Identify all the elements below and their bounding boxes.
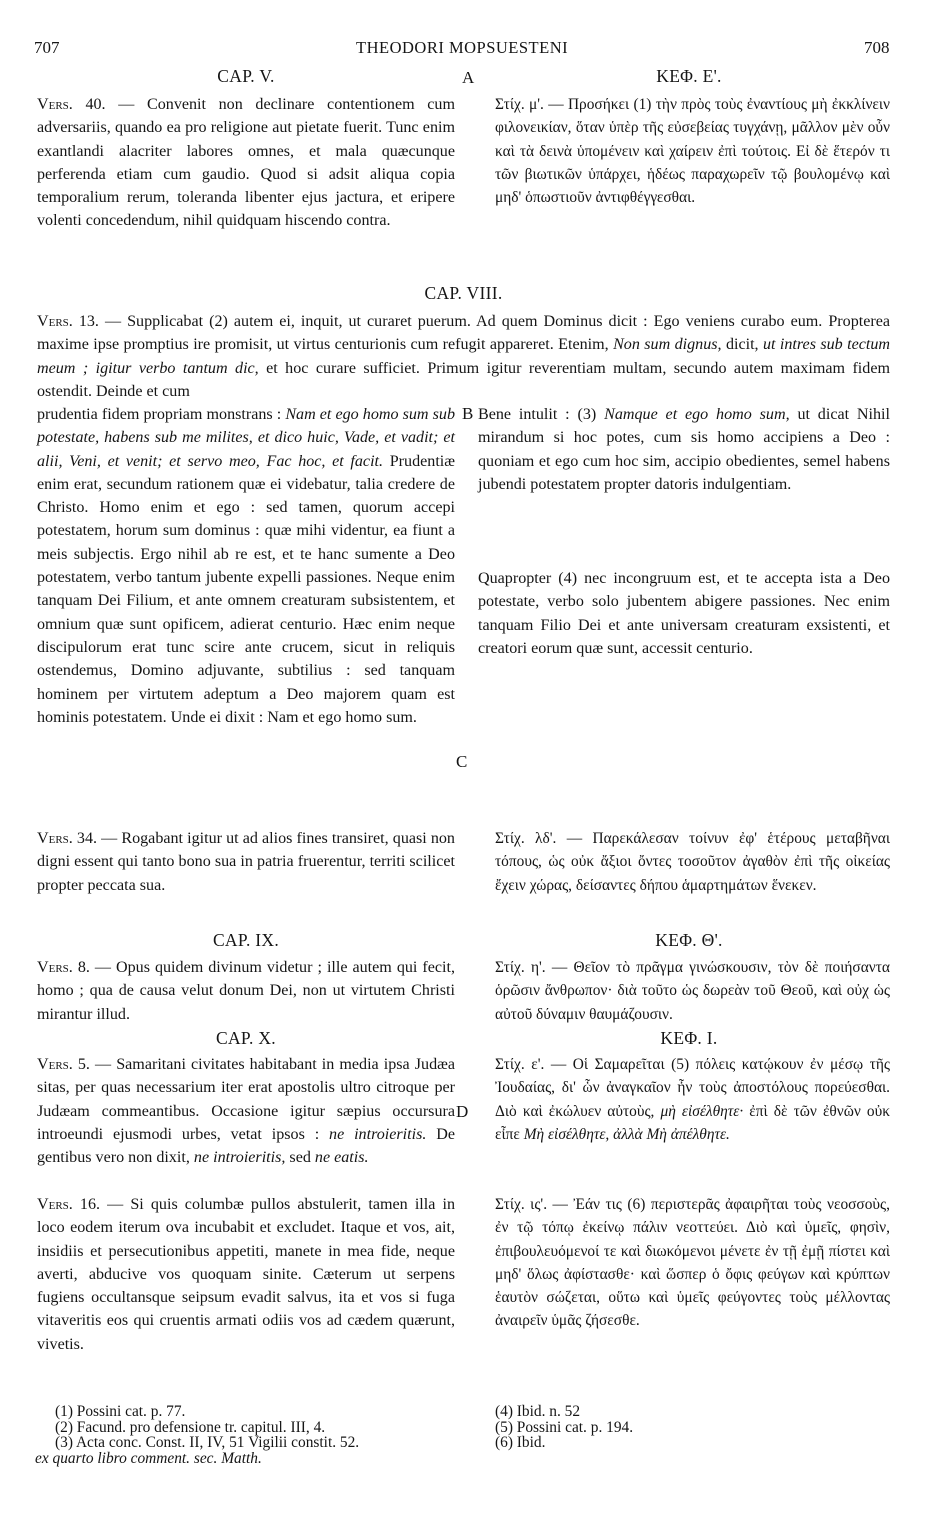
quotation: Nam et ego homo sum sub potestate, habens sub me milites, et dico huic, Vade, et vadit; et alii, Veni, et venit; et servo meo, Fac hoc, et facit. xyxy=(37,406,455,470)
chapter-heading-latin-ix: CAP. IX. xyxy=(212,930,280,950)
footnote: (6) Ibid. xyxy=(495,1434,546,1451)
chapter-heading-greek-x: ΚΕΦ. Ι. xyxy=(660,1028,718,1048)
latin-verse-13-right-para2: Quapropter (4) nec incongruum est, et te accepta ista a Deo potestate, verbo solo jubentem abigere passiones. Nec enim tanquam Filio Dei et ante universam creaturam exsistenti, et creatori eorum quæ sunt, accessit centurio. xyxy=(478,570,890,657)
latin-verse-8 xyxy=(37,956,455,1026)
footnote: ex quarto libro comment. sec. Matth. xyxy=(35,1449,262,1467)
latin-verse-40 xyxy=(37,93,455,233)
quotation: ut intres sub tectum meum ; igitur verbo tantum dic, xyxy=(37,336,890,377)
verse-label: Vers. 40. xyxy=(37,96,106,113)
page-number-left: 707 xyxy=(34,38,60,57)
verse-label: Vers. 16. xyxy=(37,1196,101,1213)
verse-label: Vers. 5. xyxy=(37,1056,90,1073)
margin-mark-b: B xyxy=(462,404,474,423)
running-title: THEODORI MOPSUESTENI xyxy=(356,38,569,57)
chapter-heading-greek-ix: ΚΕΦ. Θ'. xyxy=(655,930,723,950)
latin-verse-5 xyxy=(37,1053,455,1169)
chapter-heading-greek-v: ΚΕΦ. Ε'. xyxy=(656,66,722,86)
verse-text: dicit, xyxy=(721,336,763,354)
footnotes-left xyxy=(35,1403,465,1467)
margin-mark-c: C xyxy=(456,752,468,771)
verse-text: Στίχ. ε'. — Οἱ Σαμαρεῖται (5) πόλεις κατῴκουν ἐν μέσῳ τῆς Ἰουδαίας, δι' ὧν ἀναγκαῖον ἦν τοὺς ἀποστόλους πορεύεσθαι. Διὸ καὶ ἐκώλυεν αὐτοὺς, xyxy=(495,1056,890,1120)
quotation: Μὴ εἰσέλθητε, ἀλλὰ Μὴ ἀπέλθητε. xyxy=(523,1125,730,1143)
verse-text: — Samaritani civitates habitabant in media ipsa Judæa sitas, per quas necessarium iter erat apostolis ultro citroque per Judæam commeantibus. Occasione igitur sæpius occursura introeundi ejusmodi urbes, vetat ipsos : xyxy=(37,1056,455,1143)
verse-text: ut dicat Nihil mirandum si hoc potes, cum sis homo accipiens a Deo : quoniam et ego cum hoc sim, accipio obedientes, semel habens jubendi potestatem propter datoris indulgentiam. xyxy=(478,406,890,493)
quotation: Non sum dignus, xyxy=(613,336,722,354)
chapter-heading-latin-x: CAP. X. xyxy=(216,1028,276,1048)
margin-mark-d: D xyxy=(456,1102,469,1121)
greek-verse-40: Στίχ. μ'. — Προσήκει (1) τὴν πρὸς τοὺς ἐναντίους μὴ ἐκκλίνειν φιλονεικίαν, ὅταν ὑπὲρ τῆς εὐσεβείας τυγχάνῃ, μᾶλλον μὲν οὖν καὶ τὰ δεινὰ ὑπομένειν καὶ χαίρειν ἐπὶ τούτοις. Εἰ δὲ ἕτερόν τι τῶν βιωτικῶν ὑπάρχει, ἡδέως παραχωρεῖν τῷ βουλομένῳ καὶ μηδ' ὁπωστιοῦν ἀντιφθέγγεσθαι. xyxy=(495,96,890,207)
greek-verse-8: Στίχ. η'. — Θεῖον τὸ πρᾶγμα γινώσκουσιν, τὸν δὲ ποιήσαντα ὁρῶσιν ἄνθρωπον· διὰ τοῦτο ὡς δωρεὰν τοῦ Θεοῦ, καὶ οὐχ ὡς αὐτοῦ δύναμιν θαυμάζουσιν. xyxy=(495,959,890,1023)
verse-label: Vers. 34. xyxy=(37,830,98,847)
verse-text: ἐπὶ δὲ τῶν ἐθνῶν οὐκ εἶπε xyxy=(495,1102,890,1143)
footnote: (5) Possini cat. p. 194. xyxy=(495,1418,634,1436)
verse-text: prudentia fidem propriam monstrans : xyxy=(37,406,286,423)
latin-verse-13-full-width xyxy=(37,310,890,403)
quotation: μὴ εἰσέλθητε· xyxy=(660,1102,744,1120)
verse-text: Bene intulit : (3) xyxy=(478,406,605,423)
verse-text: — Si quis columbæ pullos abstulerit, tamen illa in loco eodem iterum ova incubabit et excludet. Itaque et vos, ait, insidiis et persecutionibus appetiti, manete in mea fide, neque averti, abducive vos quoquam sinite. Cæterum ut serpens fugiens occultansque seipsum evadit salvus, ita et vos si fuga vitaveritis eos qui cruentis armati odiis vos ad cædem quærunt, vivetis. xyxy=(37,1196,455,1353)
page-number-right: 708 xyxy=(864,38,890,57)
verse-text: — Opus quidem divinum videtur ; ille autem qui fecit, homo ; qua de causa velut donum Dei, non ut virtutem Christi mirantur illud. xyxy=(37,959,455,1023)
latin-verse-16 xyxy=(37,1193,455,1356)
footnotes-right xyxy=(495,1404,890,1451)
greek-verse-34: Στίχ. λδ'. — Παρεκάλεσαν τοίνυν ἐφ' ἑτέρους μεταβῆναι τόπους, ὡς οὐκ ἄξιοι ὄντες τοσοῦτον ἀγαθὸν ἐπὶ τῆς οἰκείας ἔχειν χώρας, δείσαντες δήπου ἁμαρτημάτων ἕνεκεν. xyxy=(495,830,890,894)
verse-text: et hoc curare sufficiet. Primum igitur reverentiam multam, secundo autem maximam fidem ostendit. Deinde et cum xyxy=(37,359,890,400)
verse-text: — Convenit non declinare contentionem cum adversariis, quando ea pro religione aut pietate fuerit. Tunc enim exantlandi alacriter labores omnes, et mala quæcunque perferenda etiam cum gaudio. Quod si adsit aliqua copia temporalium rerum, toleranda libenter ejus jactura, et eripere volenti concedendum, nihil quidquam hiscendo contra. xyxy=(37,96,455,230)
chapter-heading-latin-v: CAP. V. xyxy=(217,66,275,86)
verse-label: Vers. 13. xyxy=(37,313,99,330)
verse-text: sed xyxy=(285,1149,315,1167)
footnote: (4) Ibid. n. 52 xyxy=(495,1403,581,1420)
verse-text: — Supplicabat (2) autem ei, inquit, ut curaret puerum. Ad quem Dominus dicit : Ego veniens curabo eum. Propterea maxime ipse promptius ire promisit, ut virtus centurionis cum refugit appareret. Etenim, xyxy=(37,313,890,354)
greek-verse-16: Στίχ. ις'. — Ἐάν τις (6) περιστερᾶς ἀφαιρῆται τοὺς νεοσσοὺς, ἐν τῷ τόπῳ ἐκείνῳ πάλιν νεοττεύει. Διὸ καὶ ὑμεῖς, φησὶν, ἐπιβουλευόμενοί τε καὶ διωκόμενοι μένετε ἐν τῇ ἐμῇ πίστει καὶ μηδ' ὅλως ἀφίστασθε· καὶ ὥσπερ ὁ ὄφις φεύγων καὶ κρύπτων ἑαυτὸν σώζεται, οὕτω καὶ ὑμεῖς φεύγοντες τοὺς μέλλοντας ἀναιρεῖν ὑμᾶς ζήσεσθε. xyxy=(495,1196,890,1330)
verse-text: Prudentiæ enim erat, secundum rationem quæ ei videbatur, talia credere de Christo. Homo enim et ego : sed tamen, quorum accepi potestatem, horum sum dominus : quæ mihi videntur, ea fiunt a meis subjectis. Ergo nihil ab re est, et te hanc sumente a Deo potestatem, verbo tantum jubente expelli passiones. Neque enim tanquam Dei Filium, et ante omnem creaturam subsistentem, et omnium quæ sunt opificem, adierat centurio. Hæc enim neque discipulorum erat tunc scire ante crucem, sicut in reliquis ostendemus, Domino adjuvante, subtilius : sed tanquam hominem per virtutem adeptum a Deo majorem quam est hominis potestatem. Unde ei dixit : Nam et ego homo sum. xyxy=(37,452,455,726)
latin-verse-13-right xyxy=(478,403,890,496)
quotation: ne introieritis. xyxy=(329,1125,427,1143)
quotation: ne eatis. xyxy=(314,1149,369,1167)
quotation: Namque et ego homo sum, xyxy=(604,406,790,423)
latin-verse-13-left xyxy=(37,403,455,729)
quotation: ne introieritis, xyxy=(193,1149,286,1167)
footnote: (3) Acta conc. Const. II, IV, 51 Vigilii constit. 52. xyxy=(55,1434,360,1451)
verse-text: — Rogabant igitur ut ad alios fines transiret, quasi non digni essent qui tanto bono sua in patria fruerentur, territi scilicet propter peccata sua. xyxy=(37,830,455,894)
chapter-heading-viii: CAP. VIII. xyxy=(424,283,503,303)
verse-text: De gentibus vero non dixit, xyxy=(37,1125,455,1167)
footnote: (1) Possini cat. p. 77. xyxy=(55,1403,186,1420)
verse-label: Vers. 8. xyxy=(37,959,90,976)
latin-verse-34 xyxy=(37,827,455,897)
footnote: (2) Facund. pro defensione tr. capitul. III, 4. xyxy=(55,1418,326,1436)
greek-verse-5 xyxy=(495,1053,890,1146)
margin-mark-a: A xyxy=(462,68,475,87)
